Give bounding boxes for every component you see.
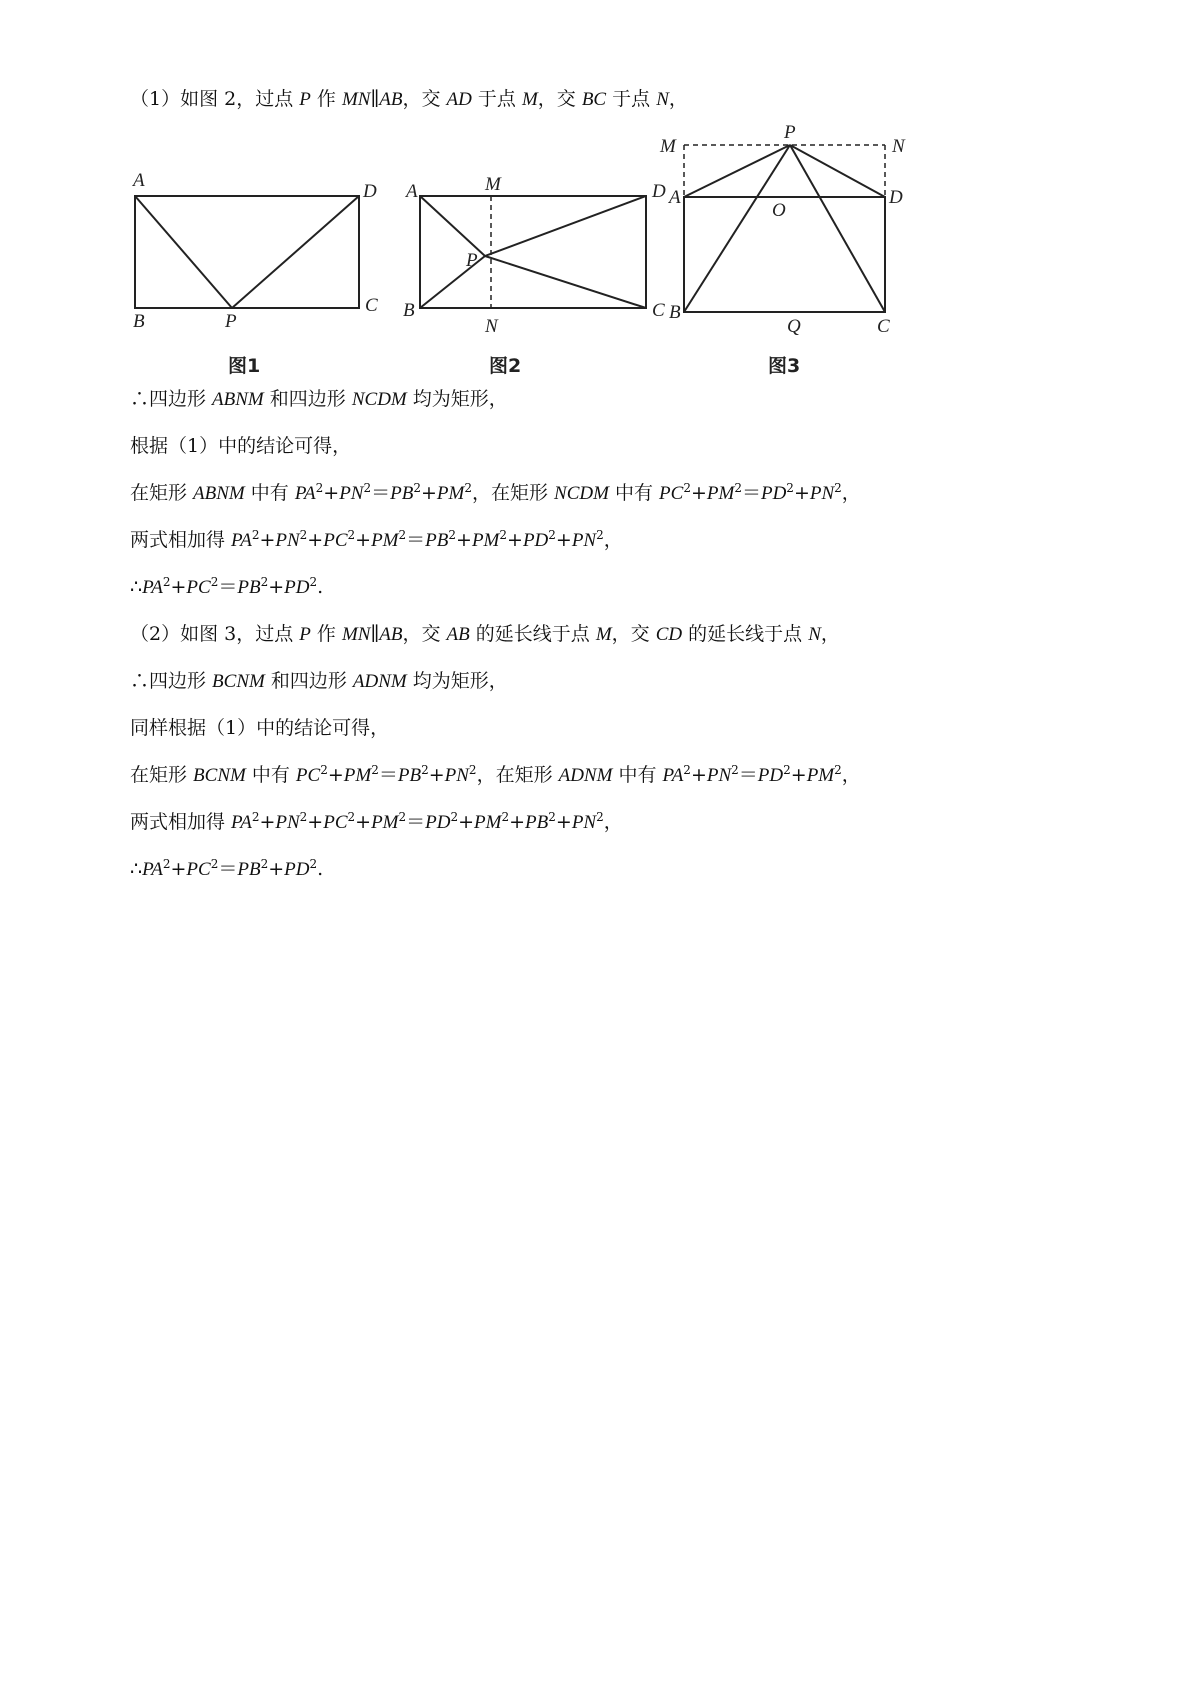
fig2-point-b: B: [403, 300, 415, 321]
solution-line-11: 两式相加得 $PA^2+PN^2+PC^2+PM^2=PD^2+PM^2+PB^2+PN^2$，: [130, 810, 623, 833]
fig2-segment-dp: [485, 196, 646, 256]
fig1-caption: 图1: [228, 355, 261, 377]
fig1-point-d: D: [363, 181, 377, 202]
figure-3: [684, 145, 885, 312]
solution-line-7: （2）如图 3，过点 P 作 MN∥AB，交 AB 的延长线于点 M，交 CD 的延长线于点 N，: [130, 623, 840, 645]
solution-line-3: 根据（1）中的结论可得，: [130, 435, 352, 457]
fig2-segment-ap: [420, 196, 485, 256]
fig1-segment-ap: [135, 196, 232, 308]
fig3-point-a: A: [669, 187, 681, 208]
fig3-point-n: N: [892, 136, 905, 157]
fig2-point-d: D: [652, 181, 666, 202]
solution-line-1: （1）如图 2，过点 P 作 MN∥AB，交 AD 于点 M，交 BC 于点 N，: [130, 88, 688, 110]
fig1-point-p: P: [225, 311, 237, 332]
fig2-point-a: A: [406, 181, 418, 202]
fig2-rectangle: [420, 196, 646, 308]
fig3-point-c: C: [877, 316, 890, 337]
fig2-point-m: M: [485, 174, 501, 195]
fig2-point-n: N: [485, 316, 498, 337]
fig1-point-b: B: [133, 311, 145, 332]
fig2-caption: 图2: [489, 355, 522, 377]
fig3-point-b: B: [669, 302, 681, 323]
fig1-rectangle: [135, 196, 359, 308]
fig1-point-a: A: [133, 170, 145, 191]
solution-line-9: 同样根据（1）中的结论可得，: [130, 717, 390, 739]
fig2-point-p: P: [466, 250, 478, 271]
solution-line-2: ∴四边形 ABNM 和四边形 NCDM 均为矩形，: [130, 388, 508, 410]
solution-line-5: 两式相加得 $PA^2+PN^2+PC^2+PM^2=PB^2+PM^2+PD^2+PN^2$，: [130, 528, 623, 551]
fig2-point-c: C: [652, 300, 665, 321]
figure-1: [135, 196, 359, 308]
solution-line-12: $\therefore PA^2+PC^2=PB^2+PD^2$.: [130, 857, 324, 880]
fig3-point-d: D: [889, 187, 903, 208]
fig3-caption: 图3: [768, 355, 801, 377]
fig3-point-m: M: [660, 136, 676, 157]
fig1-point-c: C: [365, 295, 378, 316]
solution-line-10: 在矩形 BCNM 中有 $PC^2+PM^2=PB^2+PN^2$，在矩形 ADNM 中有 $PA^2+PN^2=PD^2+PM^2$，: [130, 763, 861, 786]
fig3-point-o: O: [772, 200, 786, 221]
fig3-point-p: P: [784, 122, 796, 143]
solution-line-6: $\therefore PA^2+PC^2=PB^2+PD^2$.: [130, 575, 324, 598]
solution-line-8: ∴四边形 BCNM 和四边形 ADNM 均为矩形，: [130, 670, 508, 692]
fig1-segment-dp: [232, 196, 359, 308]
figure-2: [420, 196, 646, 308]
geometry-figures: [0, 0, 1200, 400]
fig2-segment-cp: [485, 256, 646, 308]
fig3-point-q: Q: [787, 316, 801, 337]
solution-line-4: 在矩形 ABNM 中有 $PA^2+PN^2=PB^2+PM^2$，在矩形 NCDM 中有 $PC^2+PM^2=PD^2+PN^2$，: [130, 481, 861, 504]
